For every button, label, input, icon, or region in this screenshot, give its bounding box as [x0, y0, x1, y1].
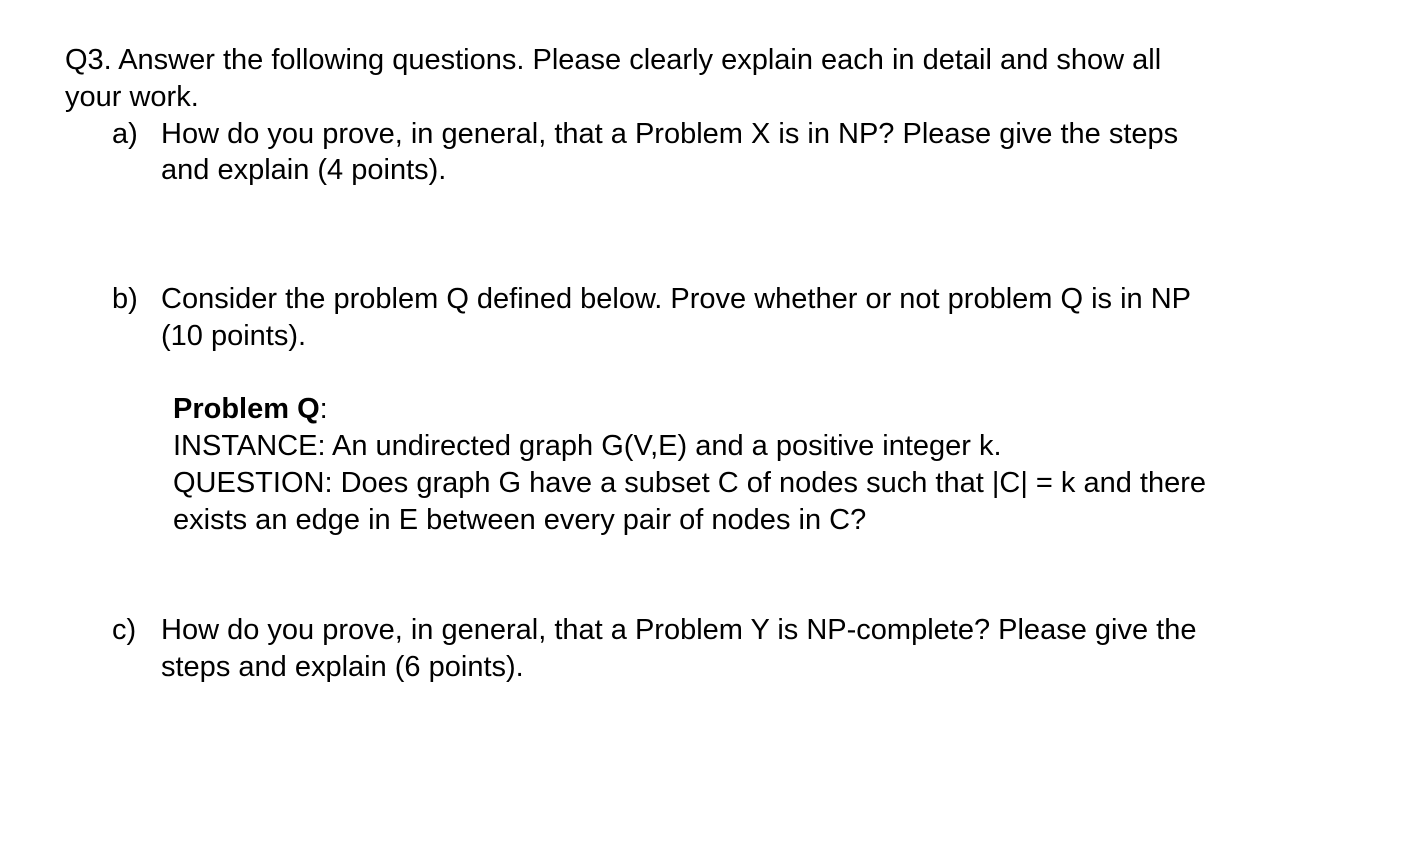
- part-c-line-1: How do you prove, in general, that a Problem Y is NP-complete? Please give the: [161, 614, 1197, 646]
- part-c-marker: c): [112, 614, 137, 646]
- problem-q-question-line-1: QUESTION: Does graph G have a subset C of nodes such that |C| = k and there: [173, 467, 1207, 499]
- part-b-line-1: Consider the problem Q defined below. Prove whether or not problem Q is in NP: [161, 283, 1192, 315]
- question-intro-line-1: Q3. Answer the following questions. Please clearly explain each in detail and show all: [65, 44, 1162, 76]
- problem-q-heading-line: [173, 391, 328, 428]
- problem-q-heading-colon: :: [319, 393, 328, 425]
- problem-q-heading: Problem Q: [173, 393, 320, 425]
- problem-q-instance: INSTANCE: An undirected graph G(V,E) and a positive integer k.: [173, 430, 1002, 462]
- part-a-marker: a): [112, 118, 138, 150]
- part-a-line-2: and explain (4 points).: [161, 154, 447, 186]
- part-a-line-1: How do you prove, in general, that a Problem X is in NP? Please give the steps: [161, 118, 1179, 150]
- question-intro-line-2: your work.: [65, 81, 199, 113]
- problem-q-question-line-2: exists an edge in E between every pair of nodes in C?: [173, 504, 867, 536]
- part-b-marker: b): [112, 283, 138, 315]
- part-b-line-2: (10 points).: [161, 320, 307, 352]
- part-c-line-2: steps and explain (6 points).: [161, 651, 524, 683]
